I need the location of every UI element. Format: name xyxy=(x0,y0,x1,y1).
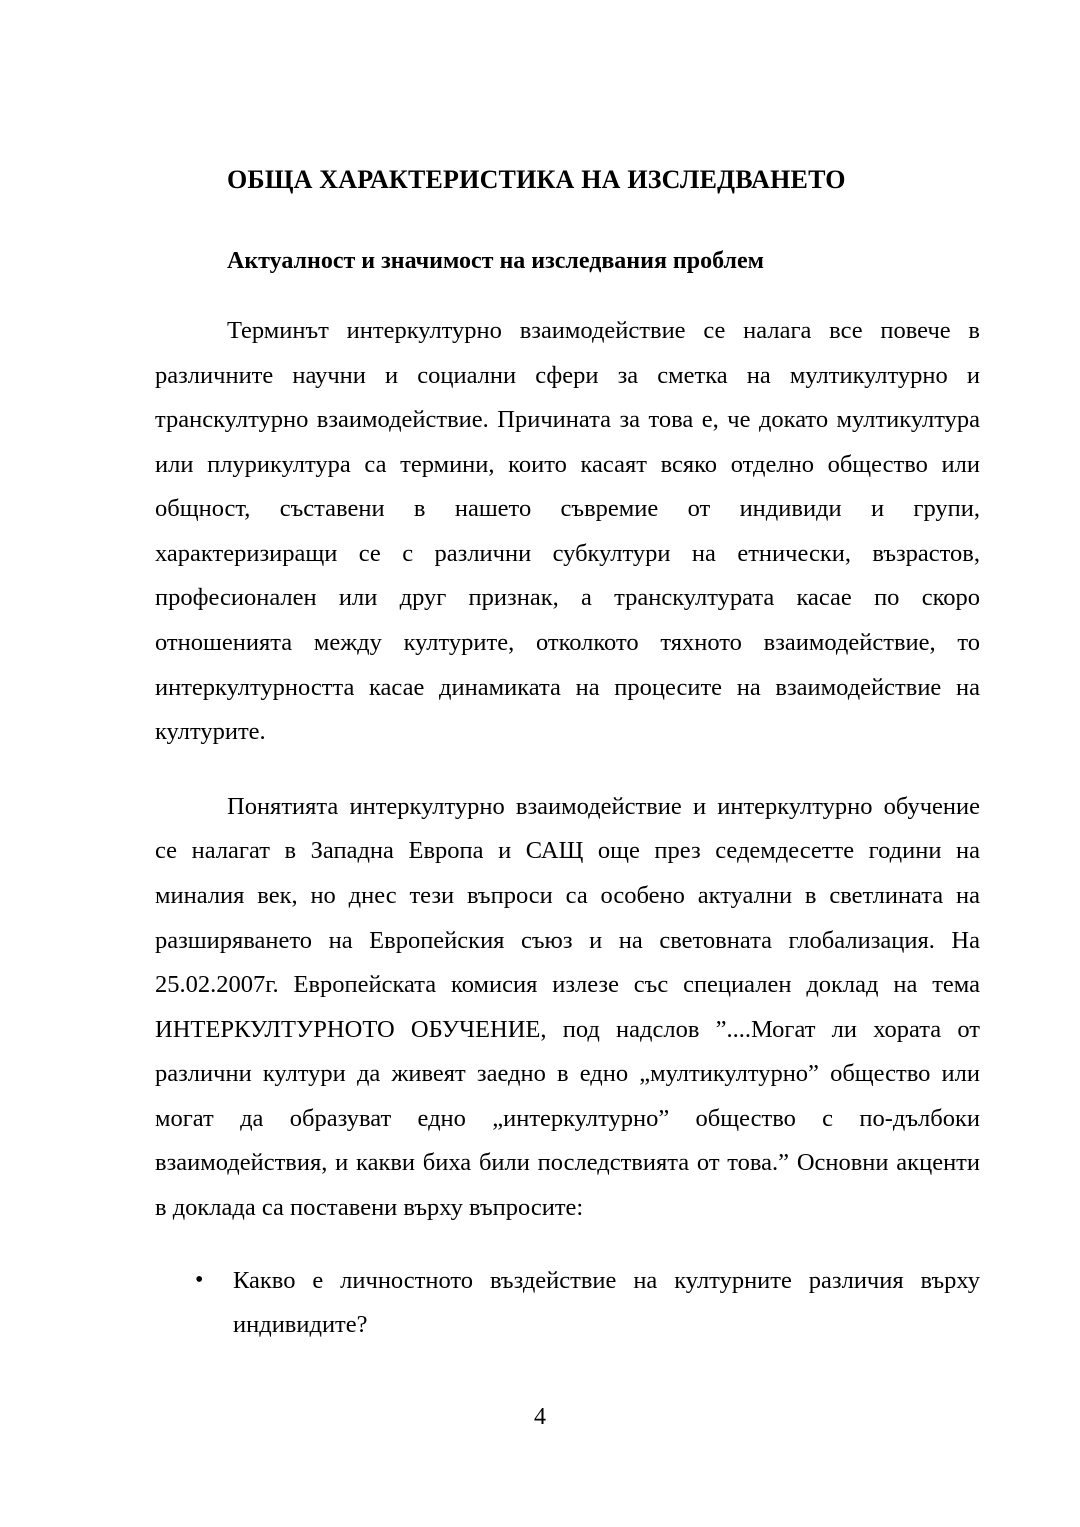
list-item-text: Какво е личностното въздействие на културните различия върху индивидите? xyxy=(233,1266,980,1339)
subsection-heading: Актуалност и значимост на изследвания проблем xyxy=(227,248,764,274)
list-item xyxy=(195,1259,980,1348)
paragraph-2: Понятията интеркултурно взаимодействие и интеркултурно обучение се налагат в Западна Европа и САЩ още през седемдесетте години на миналия век, но днес тези въпроси са особено актуални в светлината на разширяването на Европейския съюз и на световната глобализация. На 25.02.2007г. Европейската комисия излезе със специален доклад на тема ИНТЕРКУЛТУРНОТО ОБУЧЕНИЕ, под надслов ”....Могат ли хората от различни култури да живеят заедно в едно „мултикултурно” общество или могат да образуват едно „интеркултурно” общество с по-дълбоки взаимодействия, и какви биха били последствията от това.” Основни акценти в доклада са поставени върху въпросите: xyxy=(155,792,980,1221)
page-title: ОБЩА ХАРАКТЕРИСТИКА НА ИЗСЛЕДВАНЕТО xyxy=(227,165,846,194)
page-number: 4 xyxy=(534,1404,546,1430)
bullet-dot-icon: • xyxy=(195,1266,204,1293)
bullet-list xyxy=(155,1259,980,1348)
document-body xyxy=(155,160,980,1348)
paragraph-1: Терминът интеркултурно взаимодействие се налага все повече в различните научни и социални сфери за сметка на мултикултурно и транскултурно взаимодействие. Причината за това е, че докато мултикултура или плурикултура са термини, които касаят всяко отделно общество или общност, съставени в нашето съвремие от индивиди и групи, характеризиращи се с различни субкултури на етнически, възрастов, професионален или друг признак, а транскултурата касае по скоро отношенията между културите, отколкото тяхното взаимодействие, то интеркултурността касае динамиката на процесите на взаимодействие на културите. xyxy=(155,317,980,746)
